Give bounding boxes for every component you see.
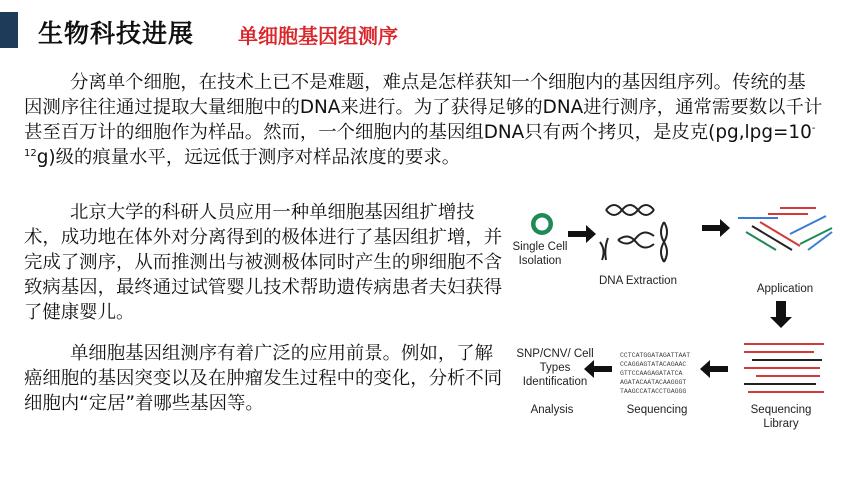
sequence-read: TAAGCCATACCTGAGGG [620, 388, 687, 395]
paragraph-intro-text: 分离单个细胞，在技术上已不是难题，难点是怎样获知一个细胞内的基因组序列。传统的基因测序往往通过提取大量细胞中的DNA来进行。为了获得足够的DNA进行测序，通常需要数以千计甚至百万计的细胞作为样品。然而，一个细胞内的基因组DNA只有两个拷贝，是皮克(pg,lpg=10 [24, 72, 823, 143]
label-analysis: Analysis [530, 404, 574, 416]
page-subtitle: 单细胞基因组测序 [238, 24, 398, 48]
paragraph-intro [24, 70, 824, 170]
exponent: -12 [24, 122, 816, 159]
arrow-right-icon [702, 219, 730, 237]
single-cell-icon [531, 213, 553, 235]
arrow-down-icon [770, 301, 792, 328]
amplification-icon [738, 208, 832, 250]
label-dna-extraction: DNA Extraction [599, 275, 677, 287]
label-application: Application [756, 283, 814, 295]
label-snp-cnv: SNP/CNV/ Cell Types Identification [516, 348, 594, 388]
label-sequencing-library: Sequencing Library [750, 404, 812, 430]
sequence-reads [620, 351, 690, 396]
sequence-read: CCTCATGGATAGATTAAT [620, 352, 691, 359]
dna-helix-icon [600, 205, 667, 262]
paragraph-peking-research: 北京大学的科研人员应用一种单细胞基因组扩增技术，成功地在体外对分离得到的极体进行了基因组扩增，并完成了测序，从而推测出与被测极体同时产生的卵细胞不含致病基因，最终通过试管婴儿技术帮助遗传病患者夫妇获得了健康婴儿。 [24, 202, 503, 323]
page-title: 生物科技进展 [38, 19, 195, 48]
sequencing-library-icon [744, 344, 824, 392]
sequence-read: GTTCCAAGAGATATCA [620, 370, 683, 377]
label-sequencing: Sequencing [626, 404, 688, 416]
label-single-cell-isolation: Single Cell Isolation [512, 241, 568, 267]
arrow-right-icon [568, 225, 596, 243]
paragraph-applications: 单细胞基因组测序有着广泛的应用前景。例如，了解癌细胞的基因突变以及在肿瘤发生过程中的变化，分析不同细胞内“定居”着哪些基因等。 [24, 343, 503, 414]
arrow-left-icon [700, 360, 728, 378]
title-accent-bar [0, 12, 18, 48]
paragraph-intro-text-end: g)级的痕量水平，远远低于测序对样品浓度的要求。 [36, 147, 461, 168]
sequence-read: AGATACAATACAAGGGT [620, 379, 687, 386]
sequence-read: CCAGGAGTATACAGAAC [620, 361, 687, 368]
